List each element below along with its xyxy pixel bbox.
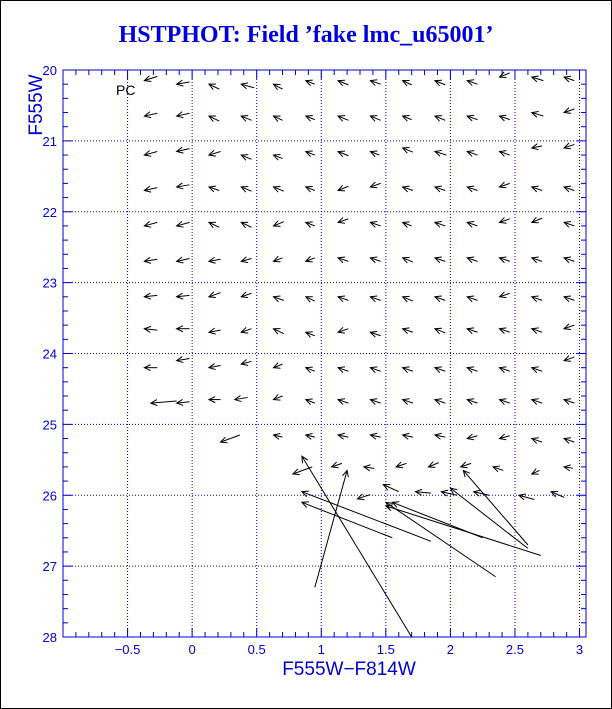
vector-marker <box>273 394 282 400</box>
vector-marker <box>467 257 477 263</box>
vector-marker <box>370 331 380 337</box>
vector-marker <box>435 186 445 192</box>
vector-marker <box>564 296 574 302</box>
vector-marker <box>564 108 574 114</box>
x-axis-label: F555W−F814W <box>282 659 416 680</box>
vector-marker <box>370 80 380 86</box>
vector-marker <box>370 296 380 302</box>
vector-marker <box>499 182 509 188</box>
chart-title: HSTPHOT: Field ’fake lmc_u65001’ <box>118 22 494 48</box>
vector-marker <box>564 76 574 82</box>
vector-marker <box>435 222 445 228</box>
vector-marker <box>273 256 282 262</box>
vector-marker <box>532 111 544 117</box>
y-tick-label: 26 <box>42 488 57 504</box>
vector-marker <box>435 399 445 405</box>
vector-marker <box>241 292 251 298</box>
y-tick-label: 25 <box>42 417 57 433</box>
vector-marker <box>177 183 190 189</box>
vector-marker <box>241 187 251 193</box>
vector-marker <box>177 326 190 332</box>
vector-marker <box>177 80 190 86</box>
vector-marker <box>403 433 413 439</box>
vector-marker <box>306 116 315 122</box>
vector-marker <box>532 438 542 444</box>
vector-marker <box>177 357 190 363</box>
y-tick-label: 28 <box>42 630 57 645</box>
vector-marker <box>209 292 221 298</box>
vector-marker <box>302 491 431 541</box>
vector-marker <box>370 433 380 439</box>
vector-marker <box>532 186 542 192</box>
vector-marker <box>306 433 315 439</box>
vector-marker <box>499 328 509 334</box>
vector-marker <box>209 222 219 227</box>
vector-marker <box>532 217 542 223</box>
vector-marker <box>386 502 496 576</box>
vector-marker <box>273 363 282 369</box>
pc-annotation: PC <box>116 82 136 98</box>
vector-marker <box>144 150 157 156</box>
x-tick-label: 1.5 <box>376 642 395 657</box>
y-tick-label: 21 <box>42 133 57 149</box>
vector-marker <box>499 367 509 373</box>
vector-marker <box>144 257 157 263</box>
x-tick-label: −0.5 <box>114 642 141 657</box>
vector-marker <box>467 399 477 405</box>
vector-marker <box>564 356 574 362</box>
vector-marker <box>564 186 574 192</box>
vector-marker <box>428 462 438 468</box>
vector-marker <box>403 296 413 302</box>
vector-marker <box>403 81 412 87</box>
vector-marker <box>435 150 447 156</box>
vector-marker <box>209 328 221 334</box>
vector-marker <box>177 257 190 263</box>
vector-marker <box>306 222 315 228</box>
vector-marker <box>209 397 221 403</box>
vector-marker <box>241 116 251 122</box>
vector-marker <box>435 433 445 439</box>
y-tick-label: 22 <box>42 204 57 220</box>
vector-marker <box>306 186 315 192</box>
vector-marker <box>338 257 348 263</box>
vector-marker <box>241 360 251 366</box>
vector-marker <box>338 296 348 302</box>
vector-marker <box>338 399 348 405</box>
vector-marker <box>467 115 477 121</box>
vector-marker <box>467 151 477 157</box>
vector-marker <box>338 185 348 191</box>
vector-marker <box>499 151 509 157</box>
vector-marker <box>403 367 413 373</box>
vector-marker <box>499 292 509 298</box>
vector-marker <box>403 222 412 228</box>
vector-marker <box>306 297 315 303</box>
vector-marker <box>370 257 380 263</box>
vector-marker <box>532 76 544 82</box>
vector-marker <box>564 399 574 405</box>
vector-marker <box>209 186 219 192</box>
vector-marker <box>151 400 177 406</box>
vector-marker <box>499 72 509 78</box>
vector-marker <box>364 465 374 471</box>
y-axis-label: F555W <box>26 74 47 136</box>
x-tick-label: 1 <box>317 642 325 657</box>
y-tick-label: 23 <box>42 275 57 291</box>
x-tick-label: 2 <box>446 642 455 657</box>
vector-marker <box>241 327 251 333</box>
vector-marker <box>273 84 282 90</box>
vector-marker <box>370 399 380 405</box>
vector-marker <box>403 116 412 122</box>
vector-marker <box>435 328 445 334</box>
vector-marker <box>302 456 412 637</box>
vector-marker <box>416 489 431 495</box>
vector-marker <box>564 257 574 263</box>
x-tick-label: 0.5 <box>247 642 266 657</box>
vector-marker <box>209 257 221 263</box>
vector-marker <box>273 296 283 302</box>
vector-marker <box>564 324 574 330</box>
vector-marker <box>499 217 509 223</box>
vector-marker <box>177 112 190 118</box>
x-tick-label: 2.5 <box>505 642 525 657</box>
vector-marker <box>519 494 534 500</box>
vector-marker <box>273 433 282 439</box>
vector-marker <box>493 466 503 472</box>
vector-marker <box>499 434 509 440</box>
vector-marker <box>144 365 157 371</box>
vector-marker <box>532 257 542 263</box>
vector-marker <box>467 367 477 373</box>
vector-marker <box>532 367 542 373</box>
y-tick-label: 24 <box>42 346 57 362</box>
vector-marker <box>467 328 477 334</box>
vector-marker <box>302 502 392 538</box>
vector-marker <box>273 221 283 227</box>
vector-marker <box>332 462 342 468</box>
vector-marker <box>177 399 190 405</box>
vector-marker <box>435 80 445 86</box>
vector-marker <box>338 151 348 157</box>
vector-marker <box>396 462 406 468</box>
vector-marker <box>144 221 157 227</box>
vector-marker <box>144 112 157 118</box>
vector-marker <box>564 438 574 444</box>
vector-marker <box>306 399 315 405</box>
vector-marker <box>306 367 315 373</box>
vector-marker <box>177 293 190 299</box>
vector-marker <box>435 116 445 122</box>
vector-marker <box>273 187 283 193</box>
vector-marker <box>235 396 248 402</box>
vector-marker <box>370 222 380 228</box>
vector-marker <box>435 257 445 263</box>
vector-marker <box>209 116 219 121</box>
vector-marker <box>532 469 540 475</box>
vector-marker <box>338 327 348 333</box>
vector-marker <box>403 186 413 192</box>
vector-marker <box>241 222 251 227</box>
vector-marker <box>370 116 380 122</box>
vector-marker <box>564 465 573 471</box>
vector-marker <box>338 80 348 86</box>
vector-marker <box>306 80 315 86</box>
vector-marker <box>551 491 564 497</box>
vector-marker <box>403 328 413 334</box>
vector-marker <box>338 433 348 439</box>
vector-marker <box>338 217 348 223</box>
vector-marker <box>467 222 477 228</box>
vector-marker <box>221 435 240 443</box>
vector-marker <box>467 434 477 440</box>
vector-marker <box>144 76 157 82</box>
vector-marker <box>370 367 380 373</box>
vector-marker <box>532 328 542 334</box>
vector-marker <box>392 502 482 538</box>
vector-marker <box>144 326 157 332</box>
x-tick-label: 3 <box>575 642 584 657</box>
vector-marker <box>338 116 348 122</box>
vector-marker <box>435 367 445 373</box>
vector-marker <box>209 150 221 156</box>
vector-marker <box>403 399 413 405</box>
vector-marker <box>306 332 315 338</box>
vector-marker <box>499 399 509 405</box>
vector-marker <box>338 367 348 373</box>
y-tick-label: 20 <box>42 63 57 78</box>
vector-marker <box>241 155 251 161</box>
vector-marker <box>306 151 315 157</box>
vector-marker <box>306 256 315 262</box>
vector-marker <box>209 84 219 89</box>
vector-marker <box>177 221 190 227</box>
vector-marker <box>564 143 574 149</box>
vector-marker <box>467 186 477 192</box>
vector-marker <box>564 222 574 228</box>
x-tick-label: 0 <box>188 642 196 657</box>
vector-marker <box>370 182 380 188</box>
vector-marker <box>315 470 349 587</box>
vector-marker <box>532 296 542 302</box>
vector-marker <box>467 296 477 302</box>
vector-marker <box>403 148 413 154</box>
vector-marker <box>273 329 283 334</box>
vector-marker <box>499 257 509 263</box>
vector-marker <box>177 147 190 153</box>
vector-marker <box>532 399 542 405</box>
vector-marker <box>467 80 477 86</box>
y-tick-label: 27 <box>42 559 57 575</box>
vector-marker <box>499 115 509 121</box>
vector-marker <box>403 257 413 263</box>
vector-marker <box>461 462 471 468</box>
vector-marker <box>435 296 445 302</box>
vector-marker <box>273 116 282 122</box>
vector-marker <box>144 293 157 299</box>
vector-marker <box>144 186 157 192</box>
vector-marker <box>532 144 542 150</box>
vector-marker <box>241 257 251 263</box>
vector-marker <box>241 83 254 89</box>
vector-marker <box>370 151 379 157</box>
vector-marker <box>209 364 221 370</box>
vector-marker <box>273 155 282 161</box>
